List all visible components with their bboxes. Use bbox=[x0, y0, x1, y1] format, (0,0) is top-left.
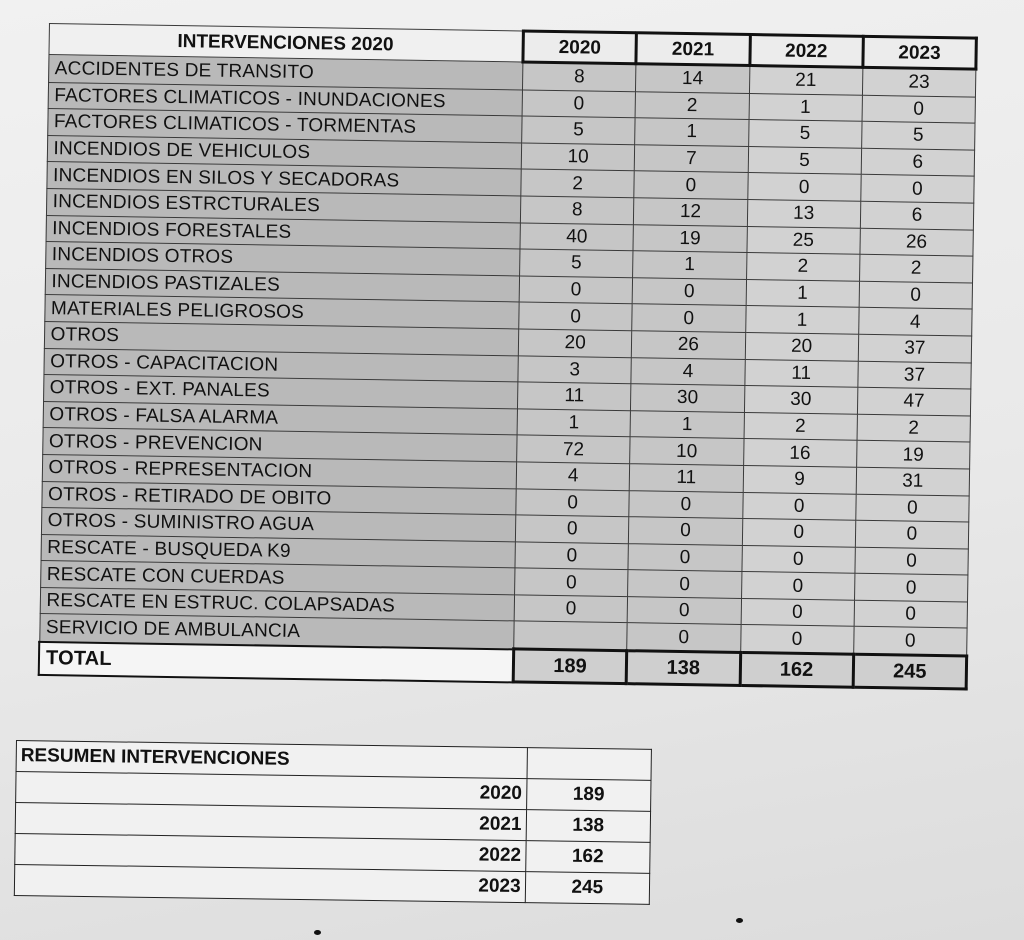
value-cell-2023: 0 bbox=[859, 281, 973, 309]
value-cell-2022: 0 bbox=[747, 173, 861, 201]
value-cell-2020: 4 bbox=[516, 462, 630, 490]
value-cell-2022: 0 bbox=[742, 492, 856, 520]
value-cell-2020: 10 bbox=[521, 143, 635, 171]
summary-header-empty-cell bbox=[527, 748, 652, 781]
total-label: TOTAL bbox=[39, 642, 514, 682]
value-cell-2021: 7 bbox=[634, 145, 748, 173]
value-cell-2020: 0 bbox=[515, 542, 629, 570]
value-cell-2023: 26 bbox=[860, 228, 974, 256]
value-cell-2022: 25 bbox=[746, 226, 860, 254]
value-cell-2021: 0 bbox=[629, 490, 743, 518]
value-cell-2021: 10 bbox=[630, 437, 744, 465]
value-cell-2023: 6 bbox=[861, 148, 975, 176]
total-2021: 138 bbox=[626, 651, 740, 686]
category-label: SERVICIO DE AMBULANCIA bbox=[39, 614, 514, 649]
value-cell-2020: 72 bbox=[517, 435, 631, 463]
value-cell-2022: 1 bbox=[745, 306, 859, 334]
value-cell-2021: 1 bbox=[635, 118, 749, 146]
value-cell-2022: 13 bbox=[747, 199, 861, 227]
value-cell-2023: 37 bbox=[858, 334, 972, 362]
value-cell-2022: 2 bbox=[744, 412, 858, 440]
category-label: FACTORES CLIMATICOS - TORMENTAS bbox=[47, 109, 522, 143]
year-header-2020: 2020 bbox=[523, 31, 637, 64]
value-cell-2021: 4 bbox=[631, 357, 745, 385]
year-header-2022: 2022 bbox=[749, 35, 863, 68]
category-label: OTROS - PREVENCION bbox=[42, 428, 517, 462]
summary-title: RESUMEN INTERVENCIONES bbox=[16, 741, 527, 779]
value-cell-2020: 0 bbox=[515, 568, 629, 596]
summary-year: 2023 bbox=[14, 864, 525, 902]
category-label: FACTORES CLIMATICOS - INUNDACIONES bbox=[48, 82, 523, 116]
value-cell-2023: 0 bbox=[853, 627, 967, 656]
value-cell-2021: 0 bbox=[634, 171, 748, 199]
value-cell-2023: 5 bbox=[861, 121, 975, 149]
value-cell-2020: 40 bbox=[520, 223, 634, 251]
table-title: INTERVENCIONES 2020 bbox=[48, 24, 523, 62]
category-label: RESCATE EN ESTRUC. COLAPSADAS bbox=[40, 587, 515, 621]
value-cell-2023: 0 bbox=[854, 600, 968, 628]
value-cell-2022: 0 bbox=[741, 572, 855, 600]
value-cell-2020 bbox=[514, 621, 628, 650]
total-2023: 245 bbox=[853, 654, 967, 689]
value-cell-2020: 8 bbox=[520, 196, 634, 224]
paper-speck bbox=[314, 930, 321, 935]
year-header-2023: 2023 bbox=[863, 36, 977, 69]
category-label: INCENDIOS FORESTALES bbox=[46, 215, 521, 249]
value-cell-2021: 11 bbox=[629, 464, 743, 492]
value-cell-2022: 2 bbox=[746, 253, 860, 281]
total-2022: 162 bbox=[740, 653, 854, 688]
value-cell-2023: 0 bbox=[855, 547, 969, 575]
category-label: MATERIALES PELIGROSOS bbox=[44, 295, 519, 329]
category-label: OTROS - EXT. PANALES bbox=[43, 375, 518, 409]
category-label: RESCATE CON CUERDAS bbox=[40, 561, 515, 595]
summary-table bbox=[14, 740, 652, 905]
total-2020: 189 bbox=[513, 649, 627, 684]
value-cell-2022: 0 bbox=[741, 545, 855, 573]
summary-value: 189 bbox=[526, 779, 651, 812]
value-cell-2020: 0 bbox=[519, 276, 633, 304]
value-cell-2020: 5 bbox=[522, 116, 636, 144]
value-cell-2022: 5 bbox=[748, 146, 862, 174]
value-cell-2020: 0 bbox=[519, 302, 633, 330]
value-cell-2021: 0 bbox=[629, 517, 743, 545]
category-label: OTROS - SUMINISTRO AGUA bbox=[41, 508, 516, 542]
value-cell-2023: 2 bbox=[857, 414, 971, 442]
value-cell-2020: 3 bbox=[518, 355, 632, 383]
category-label: INCENDIOS EN SILOS Y SECADORAS bbox=[46, 162, 521, 196]
value-cell-2023: 0 bbox=[856, 494, 970, 522]
value-cell-2023: 0 bbox=[855, 520, 969, 548]
category-label: INCENDIOS PASTIZALES bbox=[45, 268, 520, 302]
value-cell-2022: 1 bbox=[749, 93, 863, 121]
value-cell-2023: 31 bbox=[856, 467, 970, 495]
value-cell-2023: 0 bbox=[854, 574, 968, 602]
value-cell-2023: 47 bbox=[857, 387, 971, 415]
table-body bbox=[39, 55, 976, 657]
value-cell-2021: 2 bbox=[635, 91, 749, 119]
value-cell-2022: 30 bbox=[744, 386, 858, 414]
value-cell-2021: 1 bbox=[633, 251, 747, 279]
category-label: OTROS - RETIRADO DE OBITO bbox=[41, 481, 516, 515]
value-cell-2022: 5 bbox=[748, 120, 862, 148]
summary-value: 162 bbox=[525, 841, 650, 874]
summary-body bbox=[14, 741, 651, 905]
value-cell-2023: 23 bbox=[862, 67, 976, 96]
value-cell-2020: 8 bbox=[523, 62, 637, 91]
value-cell-2023: 19 bbox=[856, 441, 970, 469]
value-cell-2022: 11 bbox=[744, 359, 858, 387]
paper-speck bbox=[736, 918, 743, 923]
summary-value: 245 bbox=[525, 872, 650, 905]
category-label: OTROS bbox=[44, 321, 519, 355]
summary-year: 2022 bbox=[15, 833, 526, 871]
value-cell-2020: 11 bbox=[518, 382, 632, 410]
value-cell-2021: 0 bbox=[628, 570, 742, 598]
value-cell-2023: 6 bbox=[860, 201, 974, 229]
value-cell-2023: 2 bbox=[859, 254, 973, 282]
value-cell-2021: 0 bbox=[632, 304, 746, 332]
category-label: OTROS - REPRESENTACION bbox=[42, 454, 517, 488]
interventions-table bbox=[38, 22, 978, 691]
value-cell-2021: 12 bbox=[634, 198, 748, 226]
category-label: INCENDIOS ESTRCTURALES bbox=[46, 188, 521, 222]
value-cell-2020: 20 bbox=[518, 329, 632, 357]
value-cell-2021: 0 bbox=[627, 623, 741, 652]
value-cell-2021: 0 bbox=[628, 543, 742, 571]
value-cell-2021: 19 bbox=[633, 224, 747, 252]
value-cell-2020: 2 bbox=[521, 169, 635, 197]
value-cell-2021: 0 bbox=[632, 277, 746, 305]
value-cell-2022: 20 bbox=[745, 332, 859, 360]
value-cell-2022: 0 bbox=[741, 598, 855, 626]
value-cell-2021: 0 bbox=[627, 597, 741, 625]
value-cell-2021: 14 bbox=[636, 64, 750, 93]
value-cell-2022: 1 bbox=[746, 279, 860, 307]
year-header-2021: 2021 bbox=[636, 33, 750, 66]
value-cell-2021: 26 bbox=[632, 331, 746, 359]
value-cell-2020: 1 bbox=[517, 409, 631, 437]
value-cell-2023: 0 bbox=[861, 175, 975, 203]
category-label: RESCATE - BUSQUEDA K9 bbox=[41, 534, 516, 568]
category-label: ACCIDENTES DE TRANSITO bbox=[48, 55, 523, 90]
value-cell-2020: 0 bbox=[515, 515, 629, 543]
value-cell-2023: 0 bbox=[862, 95, 976, 123]
category-label: OTROS - FALSA ALARMA bbox=[43, 401, 518, 435]
summary-year: 2020 bbox=[16, 772, 527, 810]
category-label: INCENDIOS DE VEHICULOS bbox=[47, 135, 522, 169]
value-cell-2021: 1 bbox=[630, 410, 744, 438]
value-cell-2020: 5 bbox=[520, 249, 634, 277]
value-cell-2022: 0 bbox=[742, 519, 856, 547]
value-cell-2023: 37 bbox=[858, 361, 972, 389]
value-cell-2023: 4 bbox=[858, 308, 972, 336]
value-cell-2020: 0 bbox=[516, 488, 630, 516]
summary-value: 138 bbox=[526, 810, 651, 843]
category-label: INCENDIOS OTROS bbox=[45, 242, 520, 276]
value-cell-2020: 0 bbox=[514, 595, 628, 623]
value-cell-2022: 0 bbox=[740, 625, 854, 654]
summary-year: 2021 bbox=[15, 803, 526, 841]
value-cell-2021: 30 bbox=[631, 384, 745, 412]
category-label: OTROS - CAPACITACION bbox=[43, 348, 518, 382]
value-cell-2022: 21 bbox=[749, 66, 863, 95]
value-cell-2020: 0 bbox=[522, 90, 636, 118]
value-cell-2022: 9 bbox=[743, 465, 857, 493]
value-cell-2022: 16 bbox=[743, 439, 857, 467]
